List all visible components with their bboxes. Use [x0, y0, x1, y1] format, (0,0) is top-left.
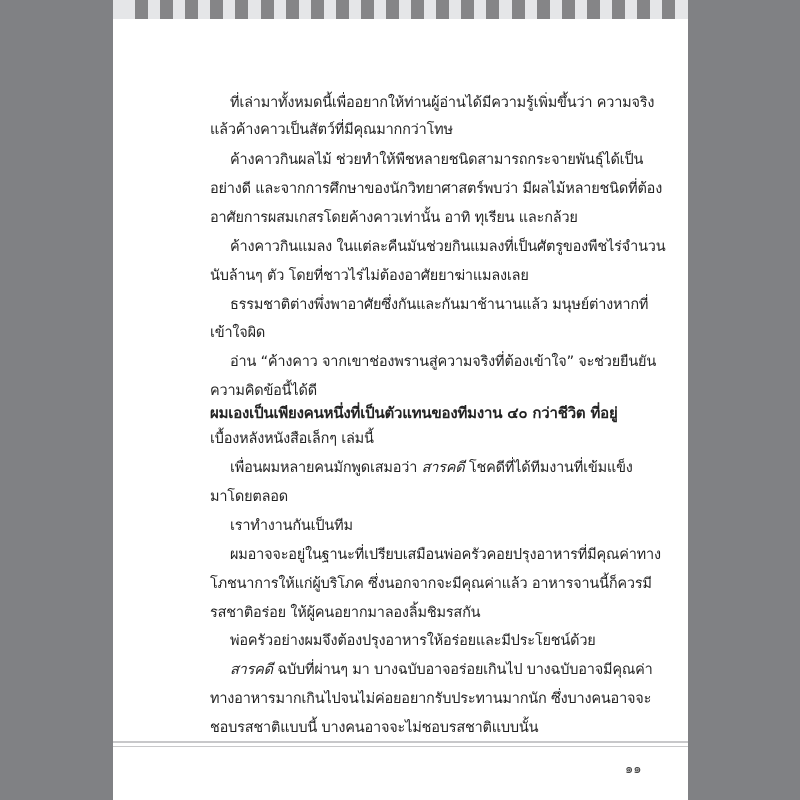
text-line: อ่าน “ค้างคาว จากเขาช่องพรานสู่ความจริงที่ต้องเข้าใจ” จะช่วยยืนยัน: [230, 354, 657, 370]
text-line: [230, 660, 653, 680]
text-span: เพื่อนผมหลายคนมักพูดเสมอว่า: [230, 460, 422, 476]
text-span: โชคดีที่ได้ทีมงานที่เข้มแข็ง: [464, 460, 633, 476]
binding-stripe: [286, 0, 299, 19]
magazine-title: สารคดี: [421, 460, 465, 476]
text-line: ผมอาจจะอยู่ในฐานะที่เปรียบเสมือนพ่อครัวคอยปรุงอาหารที่มีคุณค่าทาง: [230, 547, 661, 563]
binding-stripe: [537, 0, 550, 19]
text-line: ความคิดข้อนี้ได้ดี: [210, 383, 317, 399]
text-line: นับล้านๆ ตัว โดยที่ชาวไร่ไม่ต้องอาศัยยาฆ่าแมลงเลย: [210, 268, 529, 284]
binding-stripe: [361, 0, 374, 19]
binding-stripe: [486, 0, 499, 19]
binding-stripe: [235, 0, 248, 19]
binding-stripe: [512, 0, 525, 19]
binding-stripe: [336, 0, 349, 19]
text-line: เบื้องหลังหนังสือเล็กๆ เล่มนี้: [210, 431, 374, 447]
text-line: ค้างคาวกินผลไม้ ช่วยทำให้พืชหลายชนิดสามารถกระจายพันธุ์ได้เป็น: [230, 152, 644, 168]
text-line: ทางอาหารมากเกินไปจนไม่ค่อยอยากรับประทานมากนัก ซึ่งบางคนอาจจะ: [210, 691, 652, 707]
binding-stripe: [637, 0, 650, 19]
binding-stripe: [160, 0, 173, 19]
text-line: เข้าใจผิด: [210, 325, 266, 341]
binding-stripe: [185, 0, 198, 19]
binding-stripe: [587, 0, 600, 19]
text-line: พ่อครัวอย่างผมจึงต้องปรุงอาหารให้อร่อยและมีประโยชน์ด้วย: [230, 633, 596, 649]
binding-stripe: [386, 0, 399, 19]
text-line: ธรรมชาติต่างพึ่งพาอาศัยซึ่งกันและกันมาช้านานแล้ว มนุษย์ต่างหากที่: [230, 297, 649, 313]
footer-rule: [113, 746, 688, 747]
text-line: อาศัยการผสมเกสรโดยค้างคาวเท่านั้น อาทิ ทุเรียน และกล้วย: [210, 210, 578, 226]
binding-stripe: [436, 0, 449, 19]
binding-stripe: [210, 0, 223, 19]
footer-rule: [113, 741, 688, 743]
text-line: รสชาติอร่อย ให้ผู้คนอยากมาลองลิ้มชิมรสกัน: [210, 605, 481, 621]
text-line: ค้างคาวกินแมลง ในแต่ละคืนมันช่วยกินแมลงที่เป็นศัตรูของพืชไร่จำนวน: [230, 239, 666, 255]
book-page: [113, 0, 688, 800]
binding-stripe: [562, 0, 575, 19]
section-heading: ผมเองเป็นเพียงคนหนึ่งที่เป็นตัวแทนของทีมงาน ๔๐ กว่าชีวิต ที่อยู่: [210, 404, 618, 422]
binding-stripe: [612, 0, 625, 19]
text-line: มาโดยตลอด: [210, 489, 289, 505]
binding-stripe: [461, 0, 474, 19]
magazine-title: สารคดี: [230, 662, 273, 678]
binding-stripe: [135, 0, 148, 19]
text-line: แล้วค้างคาวเป็นสัตว์ที่มีคุณมากกว่าโทษ: [210, 122, 453, 138]
text-line: [230, 458, 633, 478]
text-line: เราทำงานกันเป็นทีม: [230, 518, 353, 534]
binding-stripe: [311, 0, 324, 19]
text-line: โภชนาการให้แก่ผู้บริโภค ซึ่งนอกจากจะมีคุณค่าแล้ว อาหารจานนี้ก็ควรมี: [210, 576, 652, 592]
text-span: ฉบับที่ผ่านๆ มา บางฉบับอาจอร่อยเกินไป บางฉบับอาจมีคุณค่า: [272, 662, 653, 678]
binding-stripe: [261, 0, 274, 19]
text-line: ชอบรสชาติแบบนี้ บางคนอาจจะไม่ชอบรสชาติแบบนั้น: [210, 720, 539, 736]
page-number: ๑๑: [625, 762, 642, 777]
binding-stripe: [411, 0, 424, 19]
binding-strip: [113, 0, 688, 19]
binding-stripe: [662, 0, 675, 19]
text-line: อย่างดี และจากการศึกษาของนักวิทยาศาสตร์พบว่า มีผลไม้หลายชนิดที่ต้อง: [210, 181, 663, 197]
text-line: ที่เล่ามาทั้งหมดนี้เพื่ออยากให้ท่านผู้อ่านได้มีความรู้เพิ่มขึ้นว่า ความจริง: [230, 95, 655, 111]
